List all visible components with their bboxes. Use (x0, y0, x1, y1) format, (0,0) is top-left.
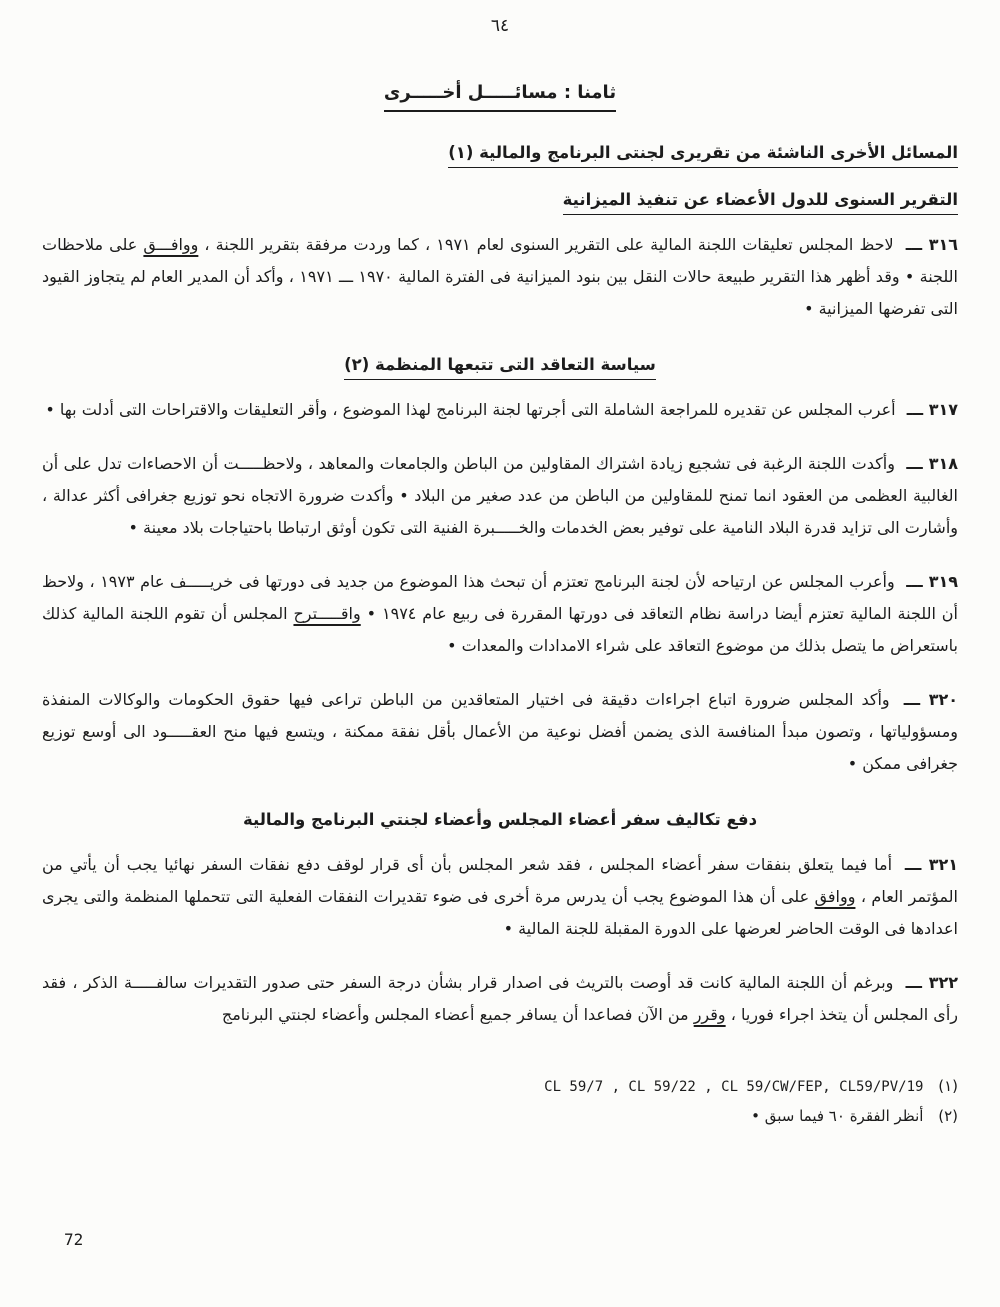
footnote-marker: (٢) (938, 1107, 958, 1125)
title-row (42, 82, 958, 103)
page-number-bottom: 72 (64, 1230, 84, 1249)
paragraph-number: ٣١٩ ـــ (906, 572, 958, 591)
page-number-top: ٦٤ (490, 16, 510, 36)
paragraph-text: أما فيما يتعلق بنفقات سفر أعضاء المجلس ، فقد شعر المجلس بأن أى قرار لوقف دفع نفقات السفر نهائيا يجب أن يأتي من المؤتمر العام ، ووافق على أن هذا الموضوع يجب أن يدرس مرة أخرى فى ضوء تقديرات النفقات الفعلية التى تتحملها المنظمة والتى يجرى اعدادها فى الوقت الحاضر لعرضها على الدورة المقبلة للجنة المالية • (42, 855, 959, 938)
footnote-2 (70, 1101, 958, 1131)
paragraph-321 (42, 849, 958, 945)
footnote-1 (70, 1071, 958, 1101)
paragraph-text: وأكدت اللجنة الرغبة فى تشجيع زيادة اشتراك المقاولين من الباطن والجامعات والمعاهد ، ولاحظـــــت أن الاحصاءات تدل على أن الغالبية العظمى من العقود انما تمنح للمقاولين من الباطن من عدد صغير من البلاد • وأكدت ضرورة الاتجاه نحو توزيع جغرافى أكثر عدالة ، وأشارت الى تزايد قدرة البلاد النامية على توفير بعض الخدمات والخـــــبرة الفنية التى تكون أوثق ارتباطا باحتياجات بلاد معينة • (42, 454, 958, 537)
paragraph-number: ٣٢٠ ـــ (903, 690, 958, 709)
paragraph-number: ٣١٦ ـــ (905, 235, 958, 254)
paragraph-320 (42, 684, 958, 780)
paragraph-number: ٣١٧ ـــ (906, 400, 958, 419)
paragraph-317 (42, 394, 958, 426)
section-heading-travel: دفع تكاليف سفر أعضاء المجلس وأعضاء لجنتي البرنامج والمالية (242, 810, 758, 829)
paragraph-318 (42, 448, 958, 544)
footnotes-block (42, 1071, 958, 1131)
paragraph-316 (42, 229, 958, 325)
section-heading-travel-row (42, 810, 958, 829)
section-heading-contract: سياسة التعاقد التى تتبعها المنظمة (٢) (344, 355, 656, 380)
paragraph-text: أعرب المجلس عن تقديره للمراجعة الشاملة التى أجرتها لجنة البرنامج لهذا الموضوع ، وأقر التعليقات والاقتراحات التى أدلت بها • (45, 400, 896, 419)
section-heading-budget-row (42, 190, 958, 209)
paragraph-322 (42, 967, 958, 1031)
footnote-marker: (١) (938, 1077, 958, 1095)
paragraph-text: وأعرب المجلس عن ارتياحه لأن لجنة البرنامج تعتزم أن تبحث هذا الموضوع من جديد فى دورتها فى خريـــــف عام ١٩٧٣ ، ولاحظ أن اللجنة المالية تعتزم أيضا دراسة نظام التعاقد فى دورتها المقررة فى ربيع عام ١٩٧٤ • واقـــــترح المجلس أن تقوم اللجنة المالية كذلك باستعراض ما يتصل بذلك من موضوع التعاقد على شراء الامدادات والمعدات • (42, 572, 959, 655)
paragraph-text: وأكد المجلس ضرورة اتباع اجراءات دقيقة فى اختيار المتعاقدين من الباطن تراعى فيها حقوق الحكومات والوكالات المنفذة ومسؤولياتها ، وتصون مبدأ المنافسة الذى يضمن أفضل نوعية من الأعمال بأقل نفقة ممكنة ، ويتسع فيها منح العقـــــود الى أوسع توزيع جغرافى ممكن • (42, 690, 958, 773)
paragraph-number: ٣٢٢ ـــ (905, 973, 958, 992)
section-heading-main-row (42, 143, 958, 162)
footnote-text: CL 59/7 , CL 59/22 , CL 59/CW/FEP, CL59/PV/19 (544, 1079, 924, 1095)
section-heading-contract-row (42, 355, 958, 374)
paragraph-text: لاحظ المجلس تعليقات اللجنة المالية على التقرير السنوى لعام ١٩٧١ ، كما وردت مرفقة بتقرير اللجنة ، ووافـــق على ملاحظات اللجنة • وقد أظهر هذا التقرير طبيعة حالات النقل بين بنود الميزانية فى الفترة المالية ١٩٧٠ ـــ ١٩٧١ ، وأكد أن المدير العام لم يتجاوز القيود التى تفرضها الميزانية • (42, 235, 959, 318)
section-heading-main: المسائل الأخرى الناشئة من تقريرى لجنتى البرنامج والمالية (١) (448, 143, 958, 168)
paragraph-319 (42, 566, 958, 662)
paragraph-text: وبرغم أن اللجنة المالية كانت قد أوصت بالتريث فى اصدار قرار بشأن درجة السفر حتى صدور التقديرات سالفـــــة الذكر ، فقد رأى المجلس أن يتخذ اجراء فوريا ، وقرر من الآن فصاعدا أن يسافر جميع أعضاء المجلس وأعضاء لجنتي البرنامج (42, 973, 958, 1024)
footnote-text: أنظر الفقرة ٦٠ فيما سبق • (751, 1107, 924, 1125)
paragraph-number: ٣١٨ ـــ (906, 454, 958, 473)
document-title: ثامنا : مسائـــــل أخـــــرى (384, 82, 616, 112)
paragraph-number: ٣٢١ ـــ (904, 855, 958, 874)
section-heading-budget: التقرير السنوى للدول الأعضاء عن تنفيذ الميزانية (563, 190, 958, 215)
